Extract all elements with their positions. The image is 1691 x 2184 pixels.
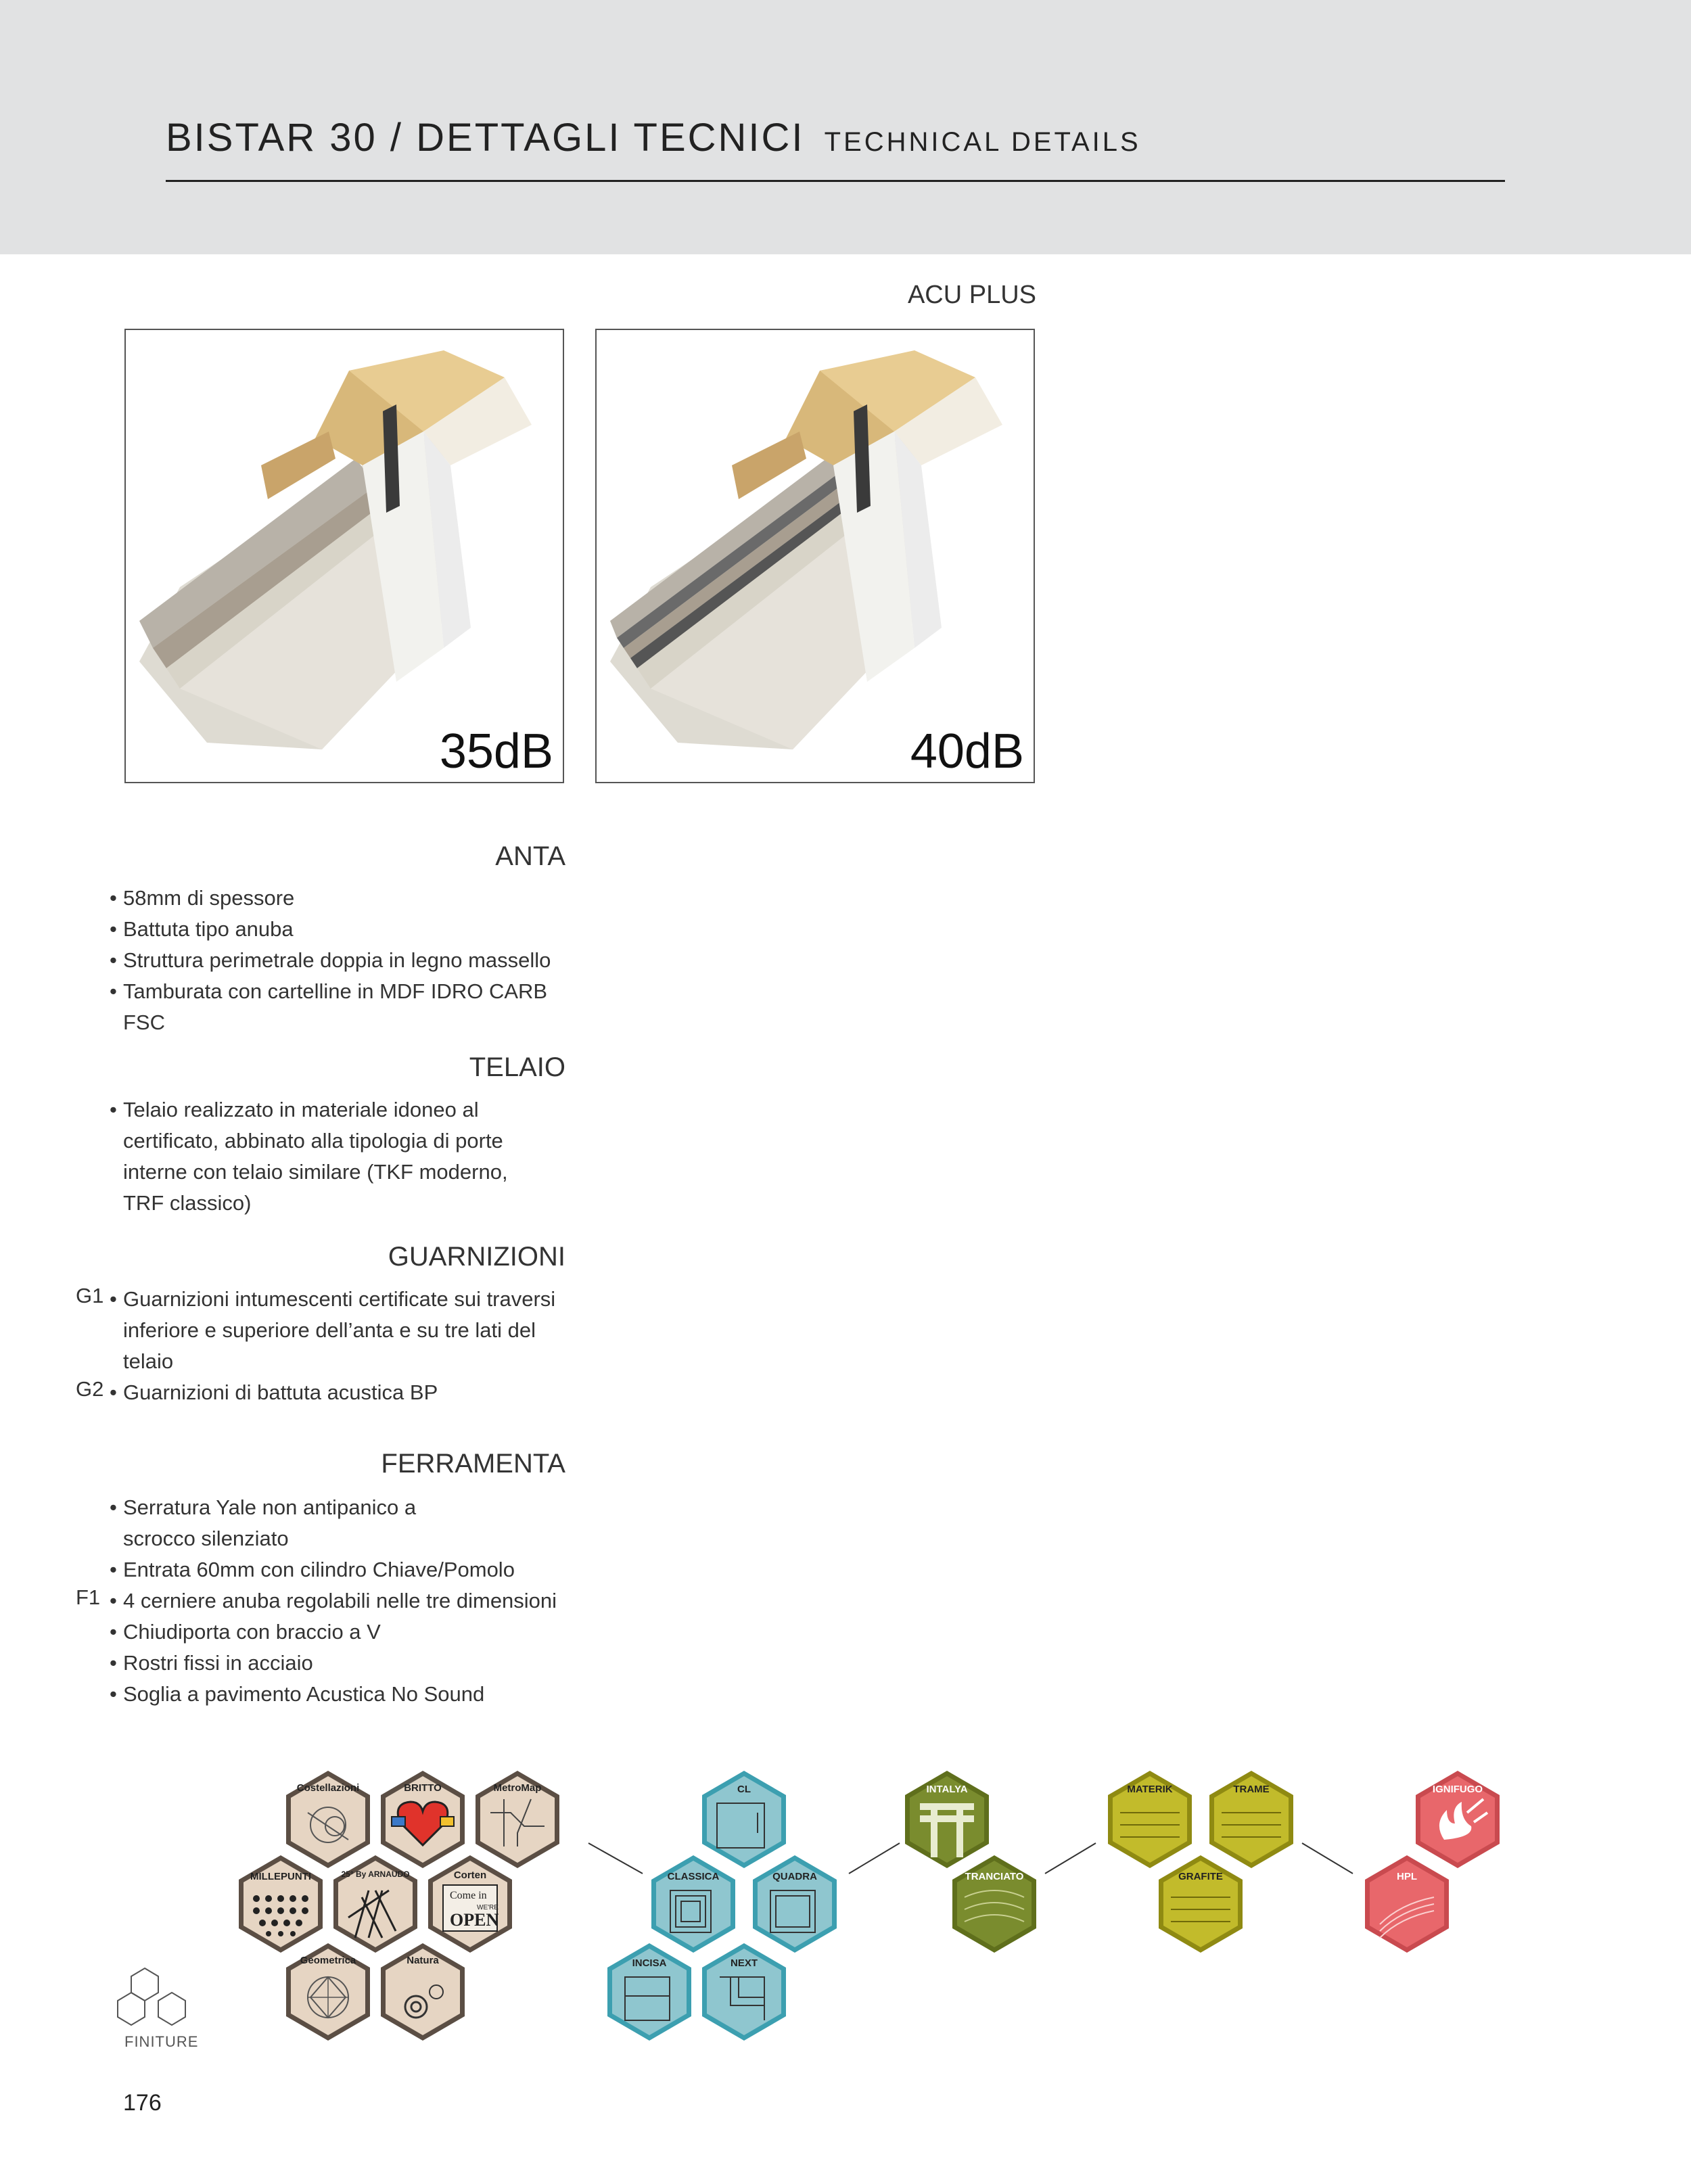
hex-trame xyxy=(1209,1771,1293,1868)
hex-label-intalya: INTALYA xyxy=(926,1784,968,1795)
hex-label-arnaudo: 25° By ARNAUDO xyxy=(341,1869,410,1879)
telaio-item-cont: interne con telaio similare (TKF moderno, xyxy=(123,1160,508,1184)
acu-plus-label: ACU PLUS xyxy=(907,281,1036,309)
hex-label-metromap: MetroMap xyxy=(493,1782,542,1794)
anta-list xyxy=(108,883,582,1038)
guarnizioni-item: • Guarnizioni di battuta acustica BP xyxy=(108,1377,582,1408)
section-title-telaio: TELAIO xyxy=(469,1052,565,1082)
hex-geometrica xyxy=(286,1943,370,2041)
connector-line xyxy=(1045,1843,1096,1874)
section-title-ferramenta: FERRAMENTA xyxy=(381,1449,565,1479)
ferramenta-item: • 4 cerniere anuba regolabili nelle tre dimensioni xyxy=(108,1585,582,1617)
code-g2: G2 xyxy=(76,1377,104,1401)
connector-line xyxy=(588,1843,643,1874)
hex-materik xyxy=(1108,1771,1192,1868)
hex-label-materik: MATERIK xyxy=(1127,1784,1173,1795)
hex-corten xyxy=(428,1855,512,1953)
hex-next xyxy=(702,1943,786,2041)
telaio-list xyxy=(108,1094,582,1219)
connector-line xyxy=(1302,1843,1353,1874)
hex-metromap xyxy=(476,1771,559,1868)
guarnizioni-item-cont: telaio xyxy=(123,1349,174,1373)
hex-label-quadra: QUADRA xyxy=(772,1871,817,1882)
hex-label-cl: CL xyxy=(737,1784,751,1795)
anta-item: • Struttura perimetrale doppia in legno massello xyxy=(108,945,582,976)
hex-britto xyxy=(381,1771,465,1868)
hex-label-millepunti: MILLEPUNTI xyxy=(250,1871,311,1882)
page-number: 176 xyxy=(123,2090,162,2116)
corten-sign-were: WE'RE xyxy=(477,1904,499,1911)
finiture-label: FINITURE xyxy=(124,2033,199,2050)
ferramenta-item: • Serratura Yale non antipanico a xyxy=(108,1492,582,1523)
finishes-hex-graphic xyxy=(0,1752,1691,2056)
hex-label-tranciato: TRANCIATO xyxy=(965,1871,1024,1882)
hex-label-ignifugo: IGNIFUGO xyxy=(1432,1784,1483,1795)
guarnizioni-item-cont: inferiore e superiore dell’anta e su tre lati del xyxy=(123,1318,536,1342)
page-title: BISTAR 30 / DETTAGLI TECNICI TECHNICAL DETAILS xyxy=(166,116,1141,160)
hex-label-incisa: INCISA xyxy=(632,1957,667,1969)
hex-group-decor xyxy=(239,1771,559,2041)
telaio-item: • Telaio realizzato in materiale idoneo al xyxy=(108,1094,582,1125)
hex-grafite xyxy=(1159,1855,1243,1953)
hex-costellazioni xyxy=(286,1771,370,1868)
door-section-illustration-acu xyxy=(597,330,1035,783)
hex-intalya xyxy=(905,1771,989,1868)
section-title-guarnizioni: GUARNIZIONI xyxy=(388,1242,565,1272)
hex-group-laccati xyxy=(607,1771,837,2041)
anta-item-cont: FSC xyxy=(123,1010,165,1034)
ferramenta-item: • Soglia a pavimento Acustica No Sound xyxy=(108,1679,582,1710)
db-rating-35: 35dB xyxy=(439,724,553,779)
hex-incisa xyxy=(607,1943,691,2041)
hex-group-wood xyxy=(905,1771,1036,1953)
connector-line xyxy=(849,1843,900,1874)
telaio-item-cont: certificato, abbinato alla tipologia di porte xyxy=(123,1129,503,1153)
hex-label-grafite: GRAFITE xyxy=(1178,1871,1223,1882)
code-g1: G1 xyxy=(76,1284,104,1307)
hex-label-next: NEXT xyxy=(730,1957,758,1969)
hex-label-geometrica: Geometrica xyxy=(300,1955,356,1966)
anta-item: • 58mm di spessore xyxy=(108,883,582,914)
hex-label-costellazioni: Costellazioni xyxy=(296,1782,360,1794)
hex-group-special xyxy=(1365,1771,1500,1953)
hex-label-natura: Natura xyxy=(407,1955,439,1966)
door-section-illustration xyxy=(126,330,564,783)
hex-label-trame: TRAME xyxy=(1233,1784,1270,1795)
ferramenta-list xyxy=(108,1492,582,1710)
page-subtitle: TECHNICAL DETAILS xyxy=(824,127,1141,157)
hex-classica xyxy=(651,1855,735,1953)
corten-sign-open: OPEN xyxy=(450,1910,499,1930)
hex-millepunti xyxy=(239,1855,323,1953)
section-title-anta: ANTA xyxy=(495,841,565,871)
finiture-legend-icon xyxy=(118,1968,185,2025)
code-f1: F1 xyxy=(76,1585,101,1609)
title-divider xyxy=(166,180,1505,182)
hex-cl xyxy=(702,1771,786,1868)
hex-label-hpl: HPL xyxy=(1397,1871,1417,1882)
hex-quadra xyxy=(753,1855,837,1953)
hex-hpl xyxy=(1365,1855,1449,1953)
door-section-image-35db xyxy=(124,329,564,783)
telaio-item-cont: TRF classico) xyxy=(123,1191,252,1215)
guarnizioni-item: • Guarnizioni intumescenti certificate sui traversi xyxy=(108,1284,582,1315)
hex-ignifugo xyxy=(1416,1771,1500,1868)
hex-natura xyxy=(381,1943,465,2041)
ferramenta-item: • Entrata 60mm con cilindro Chiave/Pomolo xyxy=(108,1554,582,1585)
hex-label-classica: CLASSICA xyxy=(667,1871,720,1882)
ferramenta-item-cont: scrocco silenziato xyxy=(123,1527,289,1550)
ferramenta-item: • Rostri fissi in acciaio xyxy=(108,1648,582,1679)
db-rating-40: 40dB xyxy=(910,724,1024,779)
hex-group-material xyxy=(1108,1771,1293,1953)
hex-arnaudo xyxy=(333,1855,417,1953)
ferramenta-item: • Chiudiporta con braccio a V xyxy=(108,1617,582,1648)
guarnizioni-list xyxy=(108,1284,582,1408)
anta-item: • Battuta tipo anuba xyxy=(108,914,582,945)
hex-label-corten: Corten xyxy=(453,1869,487,1881)
corten-sign-come-in: Come in xyxy=(450,1890,487,1901)
anta-item: • Tamburata con cartelline in MDF IDRO CARB xyxy=(108,976,582,1007)
hex-tranciato xyxy=(952,1855,1036,1953)
door-section-image-40db xyxy=(595,329,1035,783)
hex-label-britto: BRITTO xyxy=(404,1782,442,1794)
